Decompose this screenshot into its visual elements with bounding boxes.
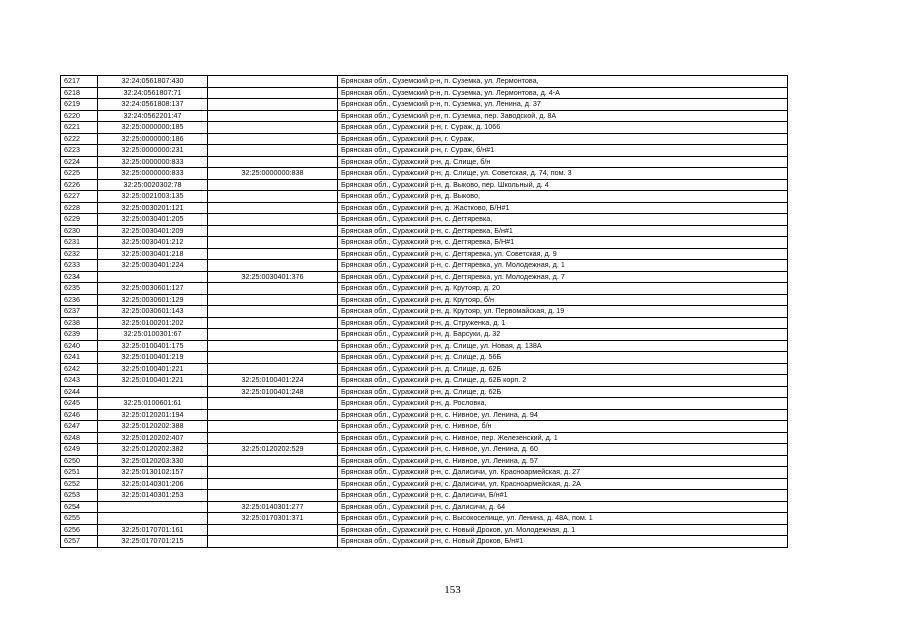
table-row (61, 409, 788, 421)
table-row (61, 398, 788, 410)
cadastral-number-cell: 32:25:0030601:143 (98, 306, 208, 318)
cadastral-number-cell: 32:25:0100301:67 (98, 329, 208, 341)
cadastral-number-cell: 32:25:0000000:833 (98, 156, 208, 168)
address-cell: Брянская обл., Суземский р-н, п. Суземка, ул. Лермонтова, (338, 76, 788, 88)
table-row (61, 501, 788, 513)
row-number-cell: 6237 (61, 306, 98, 318)
address-cell: Брянская обл., Суражский р-н, с. Нивное, ул. Ленина, д. 60 (338, 444, 788, 456)
address-cell: Брянская обл., Суземский р-н, п. Суземка, пер. Заводской, д. 8А (338, 110, 788, 122)
related-cadastral-number-cell: 32:25:0140301:277 (208, 501, 338, 513)
row-number-cell: 6240 (61, 340, 98, 352)
table-row (61, 478, 788, 490)
cadastral-number-cell (98, 386, 208, 398)
table-row (61, 375, 788, 387)
related-cadastral-number-cell (208, 237, 338, 249)
address-cell: Брянская обл., Суражский р-н, д. Слище, ул. Новая, д. 138А (338, 340, 788, 352)
table-row (61, 191, 788, 203)
table-row (61, 421, 788, 433)
address-cell: Брянская обл., Суражский р-н, д. Слище, д. 56Б (338, 352, 788, 364)
row-number-cell: 6252 (61, 478, 98, 490)
table-row (61, 145, 788, 157)
related-cadastral-number-cell (208, 87, 338, 99)
cadastral-number-cell: 32:25:0120203:330 (98, 455, 208, 467)
row-number-cell: 6217 (61, 76, 98, 88)
table-row (61, 490, 788, 502)
cadastral-number-cell: 32:25:0020302:78 (98, 179, 208, 191)
row-number-cell: 6236 (61, 294, 98, 306)
address-cell: Брянская обл., Суражский р-н, с. Дегтяревка, ул. Советская, д. 9 (338, 248, 788, 260)
cadastral-number-cell: 32:25:0000000:186 (98, 133, 208, 145)
address-cell: Брянская обл., Суражский р-н, с. Далисичи, ул. Красноармейская, д. 27 (338, 467, 788, 479)
address-cell: Брянская обл., Суражский р-н, д. Слище, д. 62Б корп. 2 (338, 375, 788, 387)
related-cadastral-number-cell (208, 536, 338, 548)
related-cadastral-number-cell (208, 248, 338, 260)
cadastral-number-cell: 32:25:0030401:218 (98, 248, 208, 260)
table-row (61, 317, 788, 329)
related-cadastral-number-cell (208, 306, 338, 318)
row-number-cell: 6231 (61, 237, 98, 249)
row-number-cell: 6245 (61, 398, 98, 410)
row-number-cell: 6226 (61, 179, 98, 191)
related-cadastral-number-cell (208, 179, 338, 191)
cadastral-number-cell: 32:25:0170701:161 (98, 524, 208, 536)
related-cadastral-number-cell (208, 122, 338, 134)
table-row (61, 524, 788, 536)
row-number-cell: 6233 (61, 260, 98, 272)
address-cell: Брянская обл., Суражский р-н, с. Далисичи, д. 64 (338, 501, 788, 513)
cadastral-number-cell: 32:25:0120202:388 (98, 421, 208, 433)
related-cadastral-number-cell: 32:25:0100401:224 (208, 375, 338, 387)
row-number-cell: 6224 (61, 156, 98, 168)
page-number: 153 (444, 584, 461, 596)
row-number-cell: 6251 (61, 467, 98, 479)
cadastral-number-cell: 32:25:0000000:185 (98, 122, 208, 134)
related-cadastral-number-cell (208, 99, 338, 111)
row-number-cell: 6250 (61, 455, 98, 467)
cadastral-number-cell: 32:24:0561807:430 (98, 76, 208, 88)
address-cell: Брянская обл., Суземский р-н, п. Суземка, ул. Лермонтова, д. 4-А (338, 87, 788, 99)
table-row (61, 363, 788, 375)
table-row (61, 202, 788, 214)
row-number-cell: 6256 (61, 524, 98, 536)
row-number-cell: 6220 (61, 110, 98, 122)
related-cadastral-number-cell: 32:25:0030401:376 (208, 271, 338, 283)
related-cadastral-number-cell (208, 421, 338, 433)
cadastral-number-cell (98, 271, 208, 283)
table-row (61, 513, 788, 525)
cadastral-number-cell: 32:25:0140301:253 (98, 490, 208, 502)
related-cadastral-number-cell: 32:25:0120202:529 (208, 444, 338, 456)
registry-table (60, 75, 788, 548)
row-number-cell: 6223 (61, 145, 98, 157)
cadastral-number-cell: 32:25:0120202:382 (98, 444, 208, 456)
table-row (61, 237, 788, 249)
table-row (61, 168, 788, 180)
related-cadastral-number-cell (208, 467, 338, 479)
related-cadastral-number-cell (208, 455, 338, 467)
table-row (61, 260, 788, 272)
related-cadastral-number-cell (208, 363, 338, 375)
table-row (61, 271, 788, 283)
row-number-cell: 6230 (61, 225, 98, 237)
cadastral-number-cell: 32:25:0100401:221 (98, 363, 208, 375)
cadastral-number-cell: 32:25:0000000:833 (98, 168, 208, 180)
table-row (61, 179, 788, 191)
row-number-cell: 6219 (61, 99, 98, 111)
related-cadastral-number-cell (208, 214, 338, 226)
cadastral-number-cell: 32:25:0100401:219 (98, 352, 208, 364)
related-cadastral-number-cell (208, 409, 338, 421)
related-cadastral-number-cell (208, 156, 338, 168)
row-number-cell: 6235 (61, 283, 98, 295)
address-cell: Брянская обл., Суражский р-н, с. Нивное, ул. Ленина, д. 94 (338, 409, 788, 421)
cadastral-number-cell: 32:25:0130102:157 (98, 467, 208, 479)
address-cell: Брянская обл., Суражский р-н, д. Слище, б/н (338, 156, 788, 168)
cadastral-number-cell: 32:25:0030401:209 (98, 225, 208, 237)
address-cell: Брянская обл., Суражский р-н, с. Нивное, б/н (338, 421, 788, 433)
cadastral-number-cell: 32:25:0120202:407 (98, 432, 208, 444)
related-cadastral-number-cell (208, 202, 338, 214)
table-row (61, 225, 788, 237)
table-row (61, 352, 788, 364)
row-number-cell: 6239 (61, 329, 98, 341)
address-cell: Брянская обл., Суражский р-н, д. Жастково, Б/Н#1 (338, 202, 788, 214)
row-number-cell: 6229 (61, 214, 98, 226)
cadastral-number-cell: 32:25:0030601:127 (98, 283, 208, 295)
related-cadastral-number-cell: 32:25:0000000:838 (208, 168, 338, 180)
address-cell: Брянская обл., Суражский р-н, с. Дегтяревка, Б/н#1 (338, 225, 788, 237)
address-cell: Брянская обл., Суражский р-н, г. Сураж, б/н#1 (338, 145, 788, 157)
address-cell: Брянская обл., Суражский р-н, д. Барсуки, д. 32 (338, 329, 788, 341)
address-cell: Брянская обл., Суражский р-н, д. Выково, пер. Школьный, д. 4 (338, 179, 788, 191)
related-cadastral-number-cell (208, 432, 338, 444)
cadastral-number-cell: 32:25:0170701:215 (98, 536, 208, 548)
table-row (61, 99, 788, 111)
address-cell: Брянская обл., Суражский р-н, с. Высокоселище, ул. Ленина, д. 48А, пом. 1 (338, 513, 788, 525)
address-cell: Брянская обл., Суражский р-н, с. Нивное, ул. Ленина, д. 57 (338, 455, 788, 467)
related-cadastral-number-cell (208, 110, 338, 122)
table-row (61, 133, 788, 145)
cadastral-number-cell: 32:25:0030401:205 (98, 214, 208, 226)
address-cell: Брянская обл., Суземский р-н, п. Суземка, ул. Ленина, д. 37 (338, 99, 788, 111)
row-number-cell: 6253 (61, 490, 98, 502)
related-cadastral-number-cell (208, 76, 338, 88)
row-number-cell: 6243 (61, 375, 98, 387)
cadastral-number-cell: 32:25:0100201:202 (98, 317, 208, 329)
related-cadastral-number-cell (208, 524, 338, 536)
table-row (61, 214, 788, 226)
row-number-cell: 6227 (61, 191, 98, 203)
row-number-cell: 6247 (61, 421, 98, 433)
table-row (61, 455, 788, 467)
table-row (61, 76, 788, 88)
cadastral-number-cell: 32:25:0100401:175 (98, 340, 208, 352)
row-number-cell: 6257 (61, 536, 98, 548)
cadastral-number-cell: 32:24:0561807:71 (98, 87, 208, 99)
row-number-cell: 6244 (61, 386, 98, 398)
table-body (61, 76, 788, 548)
address-cell: Брянская обл., Суражский р-н, с. Новый Дроков, Б/н#1 (338, 536, 788, 548)
related-cadastral-number-cell: 32:25:0170301:371 (208, 513, 338, 525)
related-cadastral-number-cell (208, 340, 338, 352)
related-cadastral-number-cell (208, 317, 338, 329)
table-row (61, 386, 788, 398)
row-number-cell: 6255 (61, 513, 98, 525)
table-row (61, 294, 788, 306)
address-cell: Брянская обл., Суражский р-н, г. Сураж, (338, 133, 788, 145)
row-number-cell: 6242 (61, 363, 98, 375)
row-number-cell: 6225 (61, 168, 98, 180)
cadastral-number-cell (98, 513, 208, 525)
related-cadastral-number-cell (208, 352, 338, 364)
table-row (61, 467, 788, 479)
row-number-cell: 6234 (61, 271, 98, 283)
table-row (61, 340, 788, 352)
row-number-cell: 6241 (61, 352, 98, 364)
cadastral-number-cell: 32:25:0140301:206 (98, 478, 208, 490)
address-cell: Брянская обл., Суражский р-н, д. Струженка, д. 1 (338, 317, 788, 329)
related-cadastral-number-cell (208, 478, 338, 490)
address-cell: Брянская обл., Суражский р-н, д. Крутояр, ул. Первомайская, д. 19 (338, 306, 788, 318)
related-cadastral-number-cell (208, 490, 338, 502)
row-number-cell: 6228 (61, 202, 98, 214)
address-cell: Брянская обл., Суражский р-н, г. Сураж, д. 1066 (338, 122, 788, 134)
cadastral-number-cell: 32:24:0562201:47 (98, 110, 208, 122)
cadastral-number-cell: 32:25:0030601:129 (98, 294, 208, 306)
address-cell: Брянская обл., Суражский р-н, с. Дегтяревка, Б/Н#1 (338, 237, 788, 249)
table-row (61, 248, 788, 260)
row-number-cell: 6254 (61, 501, 98, 513)
related-cadastral-number-cell (208, 133, 338, 145)
related-cadastral-number-cell (208, 145, 338, 157)
row-number-cell: 6222 (61, 133, 98, 145)
table-row (61, 432, 788, 444)
address-cell: Брянская обл., Суражский р-н, с. Нивное, пер. Железенский, д. 1 (338, 432, 788, 444)
address-cell: Брянская обл., Суражский р-н, д. Крутояр, д. 20 (338, 283, 788, 295)
row-number-cell: 6238 (61, 317, 98, 329)
related-cadastral-number-cell: 32:25:0100401:248 (208, 386, 338, 398)
address-cell: Брянская обл., Суражский р-н, с. Далисичи, Б/н#1 (338, 490, 788, 502)
address-cell: Брянская обл., Суражский р-н, д. Крутояр, б/н (338, 294, 788, 306)
table-row (61, 444, 788, 456)
row-number-cell: 6248 (61, 432, 98, 444)
row-number-cell: 6218 (61, 87, 98, 99)
related-cadastral-number-cell (208, 260, 338, 272)
table-row (61, 110, 788, 122)
cadastral-number-cell: 32:25:0100401:221 (98, 375, 208, 387)
cadastral-number-cell: 32:24:0561808:137 (98, 99, 208, 111)
row-number-cell: 6246 (61, 409, 98, 421)
table-row (61, 329, 788, 341)
table-row (61, 283, 788, 295)
table-row (61, 122, 788, 134)
cadastral-number-cell: 32:25:0030401:212 (98, 237, 208, 249)
cadastral-number-cell: 32:25:0120201:194 (98, 409, 208, 421)
address-cell: Брянская обл., Суражский р-н, д. Слище, д. 62Б (338, 363, 788, 375)
table-row (61, 306, 788, 318)
address-cell: Брянская обл., Суражский р-н, с. Дегтяревка, ул. Молодежная, д. 1 (338, 260, 788, 272)
address-cell: Брянская обл., Суражский р-н, с. Дегтяревка, ул. Молодежная, д. 7 (338, 271, 788, 283)
related-cadastral-number-cell (208, 294, 338, 306)
related-cadastral-number-cell (208, 191, 338, 203)
cadastral-number-cell: 32:25:0030401:224 (98, 260, 208, 272)
related-cadastral-number-cell (208, 329, 338, 341)
address-cell: Брянская обл., Суражский р-н, с. Дегтяревка, (338, 214, 788, 226)
address-cell: Брянская обл., Суражский р-н, д. Выково, (338, 191, 788, 203)
address-cell: Брянская обл., Суражский р-н, д. Слище, ул. Советская, д. 74, пом. 3 (338, 168, 788, 180)
table-row (61, 87, 788, 99)
address-cell: Брянская обл., Суражский р-н, д. Слище, д. 62Б (338, 386, 788, 398)
related-cadastral-number-cell (208, 283, 338, 295)
table-row (61, 156, 788, 168)
row-number-cell: 6232 (61, 248, 98, 260)
address-cell: Брянская обл., Суражский р-н, д. Рословка, (338, 398, 788, 410)
cadastral-number-cell (98, 501, 208, 513)
row-number-cell: 6249 (61, 444, 98, 456)
table-row (61, 536, 788, 548)
row-number-cell: 6221 (61, 122, 98, 134)
address-cell: Брянская обл., Суражский р-н, с. Далисичи, ул. Красноармейская, д. 2А (338, 478, 788, 490)
address-cell: Брянская обл., Суражский р-н, с. Новый Дроков, ул. Молодежная, д. 1 (338, 524, 788, 536)
cadastral-number-cell: 32:25:0030201:121 (98, 202, 208, 214)
related-cadastral-number-cell (208, 225, 338, 237)
related-cadastral-number-cell (208, 398, 338, 410)
cadastral-number-cell: 32:25:0100601:61 (98, 398, 208, 410)
cadastral-number-cell: 32:25:0021003:135 (98, 191, 208, 203)
cadastral-number-cell: 32:25:0000000:231 (98, 145, 208, 157)
